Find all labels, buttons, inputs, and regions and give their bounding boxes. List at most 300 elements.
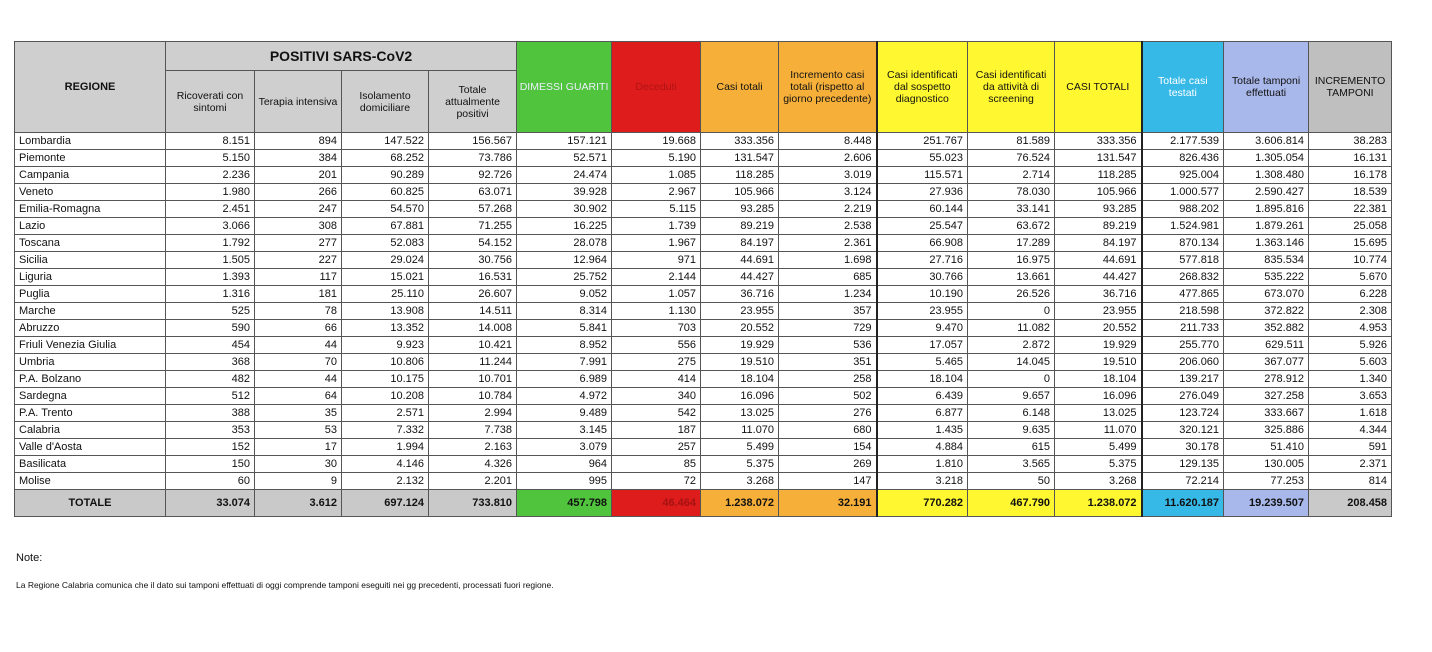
table-cell: 90.289 <box>342 167 429 184</box>
table-cell: 5.841 <box>517 320 612 337</box>
region-name: Lazio <box>15 218 166 235</box>
table-cell: 10.784 <box>429 388 517 405</box>
total-cell: 46.464 <box>612 490 701 517</box>
total-cell: 3.612 <box>255 490 342 517</box>
table-cell: 81.589 <box>968 133 1055 150</box>
table-cell: 275 <box>612 354 701 371</box>
table-cell: 24.474 <box>517 167 612 184</box>
table-cell: 3.268 <box>701 473 779 490</box>
table-cell: 4.953 <box>1309 320 1392 337</box>
table-cell: 535.222 <box>1224 269 1309 286</box>
region-name: Abruzzo <box>15 320 166 337</box>
table-cell: 15.695 <box>1309 235 1392 252</box>
table-cell: 19.929 <box>701 337 779 354</box>
table-cell: 10.774 <box>1309 252 1392 269</box>
table-cell: 2.177.539 <box>1142 133 1224 150</box>
table-cell: 9.923 <box>342 337 429 354</box>
table-row <box>15 184 1392 201</box>
table-cell: 23.955 <box>877 303 968 320</box>
table-cell: 156.567 <box>429 133 517 150</box>
table-cell: 105.966 <box>701 184 779 201</box>
table-cell: 181 <box>255 286 342 303</box>
header-positivi-group: POSITIVI SARS-CoV2 <box>166 42 517 71</box>
table-cell: 477.865 <box>1142 286 1224 303</box>
table-cell: 10.208 <box>342 388 429 405</box>
table-cell: 5.926 <box>1309 337 1392 354</box>
total-cell: 1.238.072 <box>1055 490 1142 517</box>
table-cell: 680 <box>779 422 877 439</box>
table-row <box>15 388 1392 405</box>
table-cell: 5.190 <box>612 150 701 167</box>
table-body <box>15 133 1392 490</box>
table-row <box>15 371 1392 388</box>
table-row <box>15 337 1392 354</box>
table-cell: 13.025 <box>701 405 779 422</box>
table-cell: 9.489 <box>517 405 612 422</box>
header-casi-sospetto: Casi identificati dal sospetto diagnostico <box>877 42 968 133</box>
table-cell: 11.244 <box>429 354 517 371</box>
table-cell: 130.005 <box>1224 456 1309 473</box>
region-name: Liguria <box>15 269 166 286</box>
table-cell: 14.008 <box>429 320 517 337</box>
table-cell: 4.326 <box>429 456 517 473</box>
table-cell: 18.104 <box>1055 371 1142 388</box>
table-cell: 615 <box>968 439 1055 456</box>
region-name: P.A. Trento <box>15 405 166 422</box>
total-cell: 32.191 <box>779 490 877 517</box>
table-cell: 15.021 <box>342 269 429 286</box>
table-cell: 703 <box>612 320 701 337</box>
table-cell: 277 <box>255 235 342 252</box>
table-cell: 50 <box>968 473 1055 490</box>
notes-text: La Regione Calabria comunica che il dato sui tamponi effettuati di oggi comprende tamponi eseguiti nei gg precedenti, processati fuori regione. <box>16 580 554 590</box>
table-cell: 25.752 <box>517 269 612 286</box>
region-name: Veneto <box>15 184 166 201</box>
table-cell: 6.877 <box>877 405 968 422</box>
table-cell: 1.524.981 <box>1142 218 1224 235</box>
table-cell: 6.148 <box>968 405 1055 422</box>
table-cell: 1.085 <box>612 167 701 184</box>
table-cell: 2.144 <box>612 269 701 286</box>
table-cell: 536 <box>779 337 877 354</box>
table-cell: 78.030 <box>968 184 1055 201</box>
table-cell: 729 <box>779 320 877 337</box>
table-cell: 72 <box>612 473 701 490</box>
table-cell: 92.726 <box>429 167 517 184</box>
table-cell: 2.872 <box>968 337 1055 354</box>
total-cell: 733.810 <box>429 490 517 517</box>
table-row <box>15 201 1392 218</box>
covid-regional-table <box>14 41 1392 517</box>
table-cell: 9.052 <box>517 286 612 303</box>
header-totale-casi-testati: Totale casi testati <box>1142 42 1224 133</box>
table-cell: 1.057 <box>612 286 701 303</box>
header-dimessi-guariti: DIMESSI GUARITI <box>517 42 612 133</box>
table-cell: 814 <box>1309 473 1392 490</box>
table-cell: 18.104 <box>701 371 779 388</box>
table-cell: 4.146 <box>342 456 429 473</box>
table-cell: 16.096 <box>701 388 779 405</box>
table-cell: 2.308 <box>1309 303 1392 320</box>
table-cell: 1.505 <box>166 252 255 269</box>
table-cell: 27.936 <box>877 184 968 201</box>
table-cell: 351 <box>779 354 877 371</box>
table-cell: 5.115 <box>612 201 701 218</box>
table-cell: 117 <box>255 269 342 286</box>
table-cell: 36.716 <box>1055 286 1142 303</box>
table-cell: 6.228 <box>1309 286 1392 303</box>
table-cell: 157.121 <box>517 133 612 150</box>
table-cell: 44.691 <box>1055 252 1142 269</box>
table-cell: 3.079 <box>517 439 612 456</box>
table-cell: 55.023 <box>877 150 968 167</box>
table-cell: 154 <box>779 439 877 456</box>
header-casi-totali: Casi totali <box>701 42 779 133</box>
table-cell: 13.352 <box>342 320 429 337</box>
table-cell: 147 <box>779 473 877 490</box>
table-cell: 512 <box>166 388 255 405</box>
table-row <box>15 439 1392 456</box>
table-row <box>15 133 1392 150</box>
table-cell: 2.994 <box>429 405 517 422</box>
header-terapia-intensiva: Terapia intensiva <box>255 71 342 133</box>
table-cell: 10.421 <box>429 337 517 354</box>
table-cell: 3.019 <box>779 167 877 184</box>
table-cell: 2.571 <box>342 405 429 422</box>
header-casi-screening: Casi identificati da attività di screening <box>968 42 1055 133</box>
region-name: Puglia <box>15 286 166 303</box>
table-cell: 11.082 <box>968 320 1055 337</box>
table-cell: 1.305.054 <box>1224 150 1309 167</box>
table-cell: 278.912 <box>1224 371 1309 388</box>
table-row <box>15 167 1392 184</box>
table-cell: 894 <box>255 133 342 150</box>
table-cell: 19.510 <box>1055 354 1142 371</box>
table-cell: 971 <box>612 252 701 269</box>
table-cell: 333.667 <box>1224 405 1309 422</box>
table-cell: 9.635 <box>968 422 1055 439</box>
table-cell: 71.255 <box>429 218 517 235</box>
table-cell: 826.436 <box>1142 150 1224 167</box>
table-cell: 68.252 <box>342 150 429 167</box>
table-cell: 4.972 <box>517 388 612 405</box>
table-cell: 327.258 <box>1224 388 1309 405</box>
table-row <box>15 473 1392 490</box>
table-cell: 988.202 <box>1142 201 1224 218</box>
table-cell: 3.268 <box>1055 473 1142 490</box>
region-name: Campania <box>15 167 166 184</box>
table-cell: 70 <box>255 354 342 371</box>
table-cell: 118.285 <box>1055 167 1142 184</box>
table-cell: 995 <box>517 473 612 490</box>
table-cell: 16.531 <box>429 269 517 286</box>
table-cell: 247 <box>255 201 342 218</box>
table-cell: 53 <box>255 422 342 439</box>
table-cell: 16.096 <box>1055 388 1142 405</box>
table-cell: 7.332 <box>342 422 429 439</box>
table-cell: 276.049 <box>1142 388 1224 405</box>
table-cell: 89.219 <box>701 218 779 235</box>
table-cell: 105.966 <box>1055 184 1142 201</box>
table-cell: 414 <box>612 371 701 388</box>
total-cell: 19.239.507 <box>1224 490 1309 517</box>
table-cell: 89.219 <box>1055 218 1142 235</box>
region-name: Sardegna <box>15 388 166 405</box>
total-cell: 208.458 <box>1309 490 1392 517</box>
table-cell: 52.571 <box>517 150 612 167</box>
table-cell: 26.607 <box>429 286 517 303</box>
region-name: Umbria <box>15 354 166 371</box>
table-row <box>15 269 1392 286</box>
table-cell: 30.902 <box>517 201 612 218</box>
total-cell: 697.124 <box>342 490 429 517</box>
table-row <box>15 405 1392 422</box>
table-cell: 3.606.814 <box>1224 133 1309 150</box>
table-cell: 2.361 <box>779 235 877 252</box>
table-cell: 14.045 <box>968 354 1055 371</box>
table-cell: 64 <box>255 388 342 405</box>
table-cell: 255.770 <box>1142 337 1224 354</box>
header-isolamento: Isolamento domiciliare <box>342 71 429 133</box>
header-casi-totali-caps: CASI TOTALI <box>1055 42 1142 133</box>
table-cell: 16.178 <box>1309 167 1392 184</box>
table-cell: 44.427 <box>701 269 779 286</box>
region-name: Toscana <box>15 235 166 252</box>
table-cell: 1.895.816 <box>1224 201 1309 218</box>
table-cell: 18.539 <box>1309 184 1392 201</box>
table-cell: 502 <box>779 388 877 405</box>
table-cell: 30.178 <box>1142 439 1224 456</box>
table-cell: 5.670 <box>1309 269 1392 286</box>
table-cell: 2.132 <box>342 473 429 490</box>
table-cell: 367.077 <box>1224 354 1309 371</box>
table-cell: 60.825 <box>342 184 429 201</box>
table-cell: 482 <box>166 371 255 388</box>
table-cell: 19.510 <box>701 354 779 371</box>
table-cell: 44 <box>255 371 342 388</box>
table-cell: 13.025 <box>1055 405 1142 422</box>
table-cell: 525 <box>166 303 255 320</box>
table-cell: 57.268 <box>429 201 517 218</box>
table-cell: 131.547 <box>1055 150 1142 167</box>
table-cell: 1.810 <box>877 456 968 473</box>
table-cell: 629.511 <box>1224 337 1309 354</box>
table-cell: 22.381 <box>1309 201 1392 218</box>
table-cell: 6.439 <box>877 388 968 405</box>
total-cell: 11.620.187 <box>1142 490 1224 517</box>
table-cell: 870.134 <box>1142 235 1224 252</box>
table-cell: 3.066 <box>166 218 255 235</box>
table-cell: 13.661 <box>968 269 1055 286</box>
table-cell: 12.964 <box>517 252 612 269</box>
table-cell: 2.590.427 <box>1224 184 1309 201</box>
table-cell: 2.967 <box>612 184 701 201</box>
header-totale-positivi: Totale attualmente positivi <box>429 71 517 133</box>
table-cell: 17 <box>255 439 342 456</box>
table-cell: 1.316 <box>166 286 255 303</box>
table-cell: 1.340 <box>1309 371 1392 388</box>
table-cell: 84.197 <box>1055 235 1142 252</box>
table-cell: 8.448 <box>779 133 877 150</box>
table-cell: 150 <box>166 456 255 473</box>
table-cell: 353 <box>166 422 255 439</box>
table-cell: 118.285 <box>701 167 779 184</box>
table-cell: 26.526 <box>968 286 1055 303</box>
table-row <box>15 422 1392 439</box>
table-cell: 17.289 <box>968 235 1055 252</box>
table-cell: 8.314 <box>517 303 612 320</box>
header-deceduti: Deceduti <box>612 42 701 133</box>
table-cell: 5.375 <box>701 456 779 473</box>
table-cell: 685 <box>779 269 877 286</box>
table-cell: 66.908 <box>877 235 968 252</box>
table-cell: 3.218 <box>877 473 968 490</box>
table-cell: 1.698 <box>779 252 877 269</box>
region-name: Valle d'Aosta <box>15 439 166 456</box>
table-cell: 93.285 <box>701 201 779 218</box>
table-cell: 131.547 <box>701 150 779 167</box>
table-cell: 7.738 <box>429 422 517 439</box>
table-cell: 77.253 <box>1224 473 1309 490</box>
table-cell: 36.716 <box>701 286 779 303</box>
table-cell: 27.716 <box>877 252 968 269</box>
table-cell: 1.967 <box>612 235 701 252</box>
table-cell: 1.435 <box>877 422 968 439</box>
table-cell: 368 <box>166 354 255 371</box>
table-cell: 340 <box>612 388 701 405</box>
region-name: Piemonte <box>15 150 166 167</box>
table-cell: 835.534 <box>1224 252 1309 269</box>
table-cell: 590 <box>166 320 255 337</box>
table-cell: 187 <box>612 422 701 439</box>
table-row <box>15 150 1392 167</box>
region-name: Basilicata <box>15 456 166 473</box>
table-cell: 11.070 <box>1055 422 1142 439</box>
table-cell: 63.672 <box>968 218 1055 235</box>
region-name: Emilia-Romagna <box>15 201 166 218</box>
table-cell: 577.818 <box>1142 252 1224 269</box>
table-cell: 1.000.577 <box>1142 184 1224 201</box>
table-cell: 1.994 <box>342 439 429 456</box>
table-cell: 372.822 <box>1224 303 1309 320</box>
table-row <box>15 252 1392 269</box>
table-row <box>15 303 1392 320</box>
table-cell: 20.552 <box>1055 320 1142 337</box>
table-cell: 147.522 <box>342 133 429 150</box>
table-cell: 13.908 <box>342 303 429 320</box>
table-cell: 9.657 <box>968 388 1055 405</box>
table-cell: 6.989 <box>517 371 612 388</box>
table-cell: 44 <box>255 337 342 354</box>
table-cell: 320.121 <box>1142 422 1224 439</box>
totals-row <box>15 490 1392 517</box>
table-cell: 10.175 <box>342 371 429 388</box>
table-cell: 2.538 <box>779 218 877 235</box>
table-cell: 0 <box>968 303 1055 320</box>
table-cell: 51.410 <box>1224 439 1309 456</box>
table-cell: 25.110 <box>342 286 429 303</box>
table-cell: 17.057 <box>877 337 968 354</box>
region-name: Calabria <box>15 422 166 439</box>
table-cell: 1.618 <box>1309 405 1392 422</box>
table-cell: 258 <box>779 371 877 388</box>
table-cell: 308 <box>255 218 342 235</box>
table-cell: 39.928 <box>517 184 612 201</box>
table-cell: 1.130 <box>612 303 701 320</box>
table-cell: 2.606 <box>779 150 877 167</box>
total-cell: 1.238.072 <box>701 490 779 517</box>
table-cell: 25.547 <box>877 218 968 235</box>
table-cell: 84.197 <box>701 235 779 252</box>
table-cell: 123.724 <box>1142 405 1224 422</box>
table-cell: 16.225 <box>517 218 612 235</box>
table-cell: 3.653 <box>1309 388 1392 405</box>
table-cell: 333.356 <box>701 133 779 150</box>
table-cell: 1.234 <box>779 286 877 303</box>
table-cell: 5.603 <box>1309 354 1392 371</box>
table-cell: 76.524 <box>968 150 1055 167</box>
table-cell: 78 <box>255 303 342 320</box>
table-cell: 52.083 <box>342 235 429 252</box>
region-name: Molise <box>15 473 166 490</box>
table-cell: 673.070 <box>1224 286 1309 303</box>
table-cell: 60.144 <box>877 201 968 218</box>
table-cell: 384 <box>255 150 342 167</box>
table-cell: 8.151 <box>166 133 255 150</box>
header-regione: REGIONE <box>15 42 166 133</box>
table-row <box>15 320 1392 337</box>
table-cell: 218.598 <box>1142 303 1224 320</box>
table-cell: 67.881 <box>342 218 429 235</box>
table-cell: 1.308.480 <box>1224 167 1309 184</box>
table-cell: 18.104 <box>877 371 968 388</box>
table-cell: 2.163 <box>429 439 517 456</box>
table-cell: 10.806 <box>342 354 429 371</box>
table-cell: 257 <box>612 439 701 456</box>
table-cell: 44.691 <box>701 252 779 269</box>
table-cell: 44.427 <box>1055 269 1142 286</box>
table-cell: 0 <box>968 371 1055 388</box>
table-cell: 925.004 <box>1142 167 1224 184</box>
table-cell: 3.565 <box>968 456 1055 473</box>
table-cell: 33.141 <box>968 201 1055 218</box>
total-cell: 770.282 <box>877 490 968 517</box>
table-cell: 23.955 <box>1055 303 1142 320</box>
table-cell: 5.375 <box>1055 456 1142 473</box>
table-cell: 5.499 <box>1055 439 1142 456</box>
table-cell: 2.236 <box>166 167 255 184</box>
table-cell: 325.886 <box>1224 422 1309 439</box>
table-cell: 9.470 <box>877 320 968 337</box>
table-cell: 23.955 <box>701 303 779 320</box>
table-cell: 352.882 <box>1224 320 1309 337</box>
table-cell: 66 <box>255 320 342 337</box>
table-cell: 115.571 <box>877 167 968 184</box>
table-cell: 11.070 <box>701 422 779 439</box>
table-cell: 14.511 <box>429 303 517 320</box>
table-cell: 333.356 <box>1055 133 1142 150</box>
table-cell: 1.980 <box>166 184 255 201</box>
table-cell: 206.060 <box>1142 354 1224 371</box>
table-cell: 28.078 <box>517 235 612 252</box>
region-name: Lombardia <box>15 133 166 150</box>
header-ricoverati: Ricoverati con sintomi <box>166 71 255 133</box>
table-cell: 454 <box>166 337 255 354</box>
table-cell: 129.135 <box>1142 456 1224 473</box>
table-row <box>15 218 1392 235</box>
table-cell: 211.733 <box>1142 320 1224 337</box>
table-cell: 2.714 <box>968 167 1055 184</box>
